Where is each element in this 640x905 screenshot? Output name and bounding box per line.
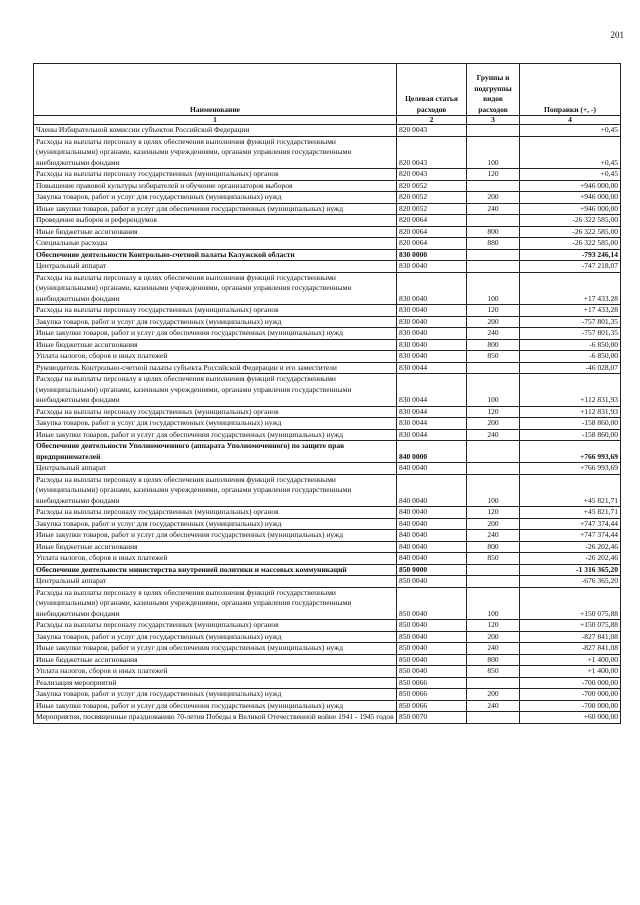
row-expense-group: 240 xyxy=(467,700,520,712)
table-row xyxy=(34,180,621,192)
row-target-article: 830 0000 xyxy=(397,249,467,261)
table-row xyxy=(34,238,621,250)
row-target-article: 840 0040 xyxy=(397,474,467,507)
row-name: Расходы на выплаты персоналу государственных (муниципальных) органов xyxy=(34,507,397,519)
table-row xyxy=(34,530,621,542)
table-row xyxy=(34,215,621,227)
row-target-article: 830 0044 xyxy=(397,362,467,374)
row-target-article: 850 0066 xyxy=(397,689,467,701)
row-expense-group: 100 xyxy=(467,136,520,169)
row-name: Центральный аппарат xyxy=(34,261,397,273)
table-row xyxy=(34,712,621,724)
row-target-article: 820 0064 xyxy=(397,215,467,227)
row-name: Закупка товаров, работ и услуг для государственных (муниципальных) нужд xyxy=(34,689,397,701)
row-target-article: 830 0040 xyxy=(397,351,467,363)
row-target-article: 820 0052 xyxy=(397,180,467,192)
row-expense-group: 120 xyxy=(467,406,520,418)
row-amendment: +766 993,69 xyxy=(520,463,621,475)
row-target-article: 830 0044 xyxy=(397,374,467,407)
table-row xyxy=(34,677,621,689)
table-row xyxy=(34,261,621,273)
row-expense-group: 200 xyxy=(467,631,520,643)
row-expense-group: 120 xyxy=(467,169,520,181)
row-name: Повышение правовой культуры избирателей и обучение организаторов выборов xyxy=(34,180,397,192)
table-row xyxy=(34,666,621,678)
row-amendment: +112 831,93 xyxy=(520,374,621,407)
row-amendment: +17 433,28 xyxy=(520,272,621,305)
row-amendment: -700 000,00 xyxy=(520,689,621,701)
row-name: Расходы на выплаты персоналу государственных (муниципальных) органов xyxy=(34,620,397,632)
row-target-article: 830 0040 xyxy=(397,272,467,305)
row-expense-group xyxy=(467,441,520,463)
page-number: 201 xyxy=(610,30,624,40)
row-name: Обеспечение деятельности министерства внутренней политики и массовых коммуникаций xyxy=(34,564,397,576)
row-amendment: -827 841,08 xyxy=(520,643,621,655)
row-target-article: 850 0066 xyxy=(397,700,467,712)
row-amendment: +766 993,69 xyxy=(520,441,621,463)
row-expense-group: 850 xyxy=(467,553,520,565)
column-number-row xyxy=(34,116,621,125)
row-name: Уплата налогов, сборов и иных платежей xyxy=(34,553,397,565)
table-row xyxy=(34,374,621,407)
row-target-article: 830 0044 xyxy=(397,406,467,418)
row-name: Центральный аппарат xyxy=(34,576,397,588)
table-row xyxy=(34,518,621,530)
row-amendment: -26 202,46 xyxy=(520,553,621,565)
row-name: Расходы на выплаты персоналу государственных (муниципальных) органов xyxy=(34,406,397,418)
row-target-article: 840 0040 xyxy=(397,541,467,553)
row-target-article: 830 0044 xyxy=(397,429,467,441)
row-target-article: 830 0040 xyxy=(397,261,467,273)
table-row xyxy=(34,474,621,507)
row-target-article: 820 0064 xyxy=(397,226,467,238)
column-number: 4 xyxy=(520,116,621,125)
table-row xyxy=(34,418,621,430)
row-expense-group xyxy=(467,576,520,588)
row-amendment: +0,45 xyxy=(520,125,621,137)
row-name: Мероприятия, посвященные празднованию 70-летия Победы в Великой Отечественной войне 1941 - 1945 годов xyxy=(34,712,397,724)
row-amendment: +17 433,28 xyxy=(520,305,621,317)
row-amendment: -793 246,14 xyxy=(520,249,621,261)
header-row xyxy=(34,64,621,116)
row-expense-group xyxy=(467,677,520,689)
row-name: Расходы на выплаты персоналу в целях обеспечения выполнения функций государственными (муниципальными) органами, казенными учреждениями, органами управления государственными внебюджетными фондами xyxy=(34,587,397,620)
row-expense-group xyxy=(467,125,520,137)
row-target-article: 840 0040 xyxy=(397,463,467,475)
row-name: Центральный аппарат xyxy=(34,463,397,475)
row-name: Иные бюджетные ассигнования xyxy=(34,541,397,553)
row-target-article: 820 0043 xyxy=(397,169,467,181)
row-name: Иные закупки товаров, работ и услуг для обеспечения государственных (муниципальных) нужд xyxy=(34,203,397,215)
row-target-article: 850 0040 xyxy=(397,620,467,632)
row-amendment: -46 028,07 xyxy=(520,362,621,374)
table-row xyxy=(34,226,621,238)
table-row xyxy=(34,631,621,643)
row-target-article: 820 0064 xyxy=(397,238,467,250)
header-name: Наименование xyxy=(34,64,397,116)
row-amendment: +45 821,71 xyxy=(520,507,621,519)
table-row xyxy=(34,689,621,701)
row-amendment: +1 400,00 xyxy=(520,666,621,678)
row-amendment: -757 801,35 xyxy=(520,328,621,340)
table-row xyxy=(34,169,621,181)
row-amendment: +747 374,44 xyxy=(520,518,621,530)
row-expense-group xyxy=(467,362,520,374)
row-expense-group: 800 xyxy=(467,226,520,238)
row-target-article: 850 0040 xyxy=(397,666,467,678)
row-expense-group xyxy=(467,463,520,475)
row-amendment: +747 374,44 xyxy=(520,530,621,542)
row-amendment: +150 075,88 xyxy=(520,620,621,632)
table-row xyxy=(34,643,621,655)
row-target-article: 850 0040 xyxy=(397,587,467,620)
row-target-article: 830 0040 xyxy=(397,316,467,328)
table-row xyxy=(34,136,621,169)
row-name: Закупка товаров, работ и услуг для государственных (муниципальных) нужд xyxy=(34,192,397,204)
row-expense-group: 240 xyxy=(467,203,520,215)
table-row xyxy=(34,125,621,137)
row-amendment: -6 850,00 xyxy=(520,339,621,351)
row-amendment: -700 000,00 xyxy=(520,700,621,712)
row-target-article: 830 0040 xyxy=(397,339,467,351)
row-amendment: +1 400,00 xyxy=(520,654,621,666)
row-expense-group: 100 xyxy=(467,587,520,620)
row-target-article: 820 0043 xyxy=(397,136,467,169)
row-expense-group xyxy=(467,261,520,273)
table-row xyxy=(34,541,621,553)
row-target-article: 830 0040 xyxy=(397,305,467,317)
row-target-article: 820 0043 xyxy=(397,125,467,137)
table-row xyxy=(34,305,621,317)
row-name: Иные бюджетные ассигнования xyxy=(34,226,397,238)
table-row xyxy=(34,406,621,418)
row-expense-group xyxy=(467,564,520,576)
row-expense-group: 240 xyxy=(467,530,520,542)
row-expense-group: 850 xyxy=(467,351,520,363)
row-expense-group: 880 xyxy=(467,238,520,250)
row-expense-group: 100 xyxy=(467,474,520,507)
header-expense-groups: Группы и подгруппы видов расходов xyxy=(467,64,520,116)
row-name: Обеспечение деятельности Уполномоченного (аппарата Уполномоченного) по защите прав предпринимателей xyxy=(34,441,397,463)
row-expense-group: 120 xyxy=(467,620,520,632)
table-row xyxy=(34,654,621,666)
table-row xyxy=(34,620,621,632)
row-amendment: -747 218,07 xyxy=(520,261,621,273)
row-expense-group: 200 xyxy=(467,418,520,430)
row-name: Уплата налогов, сборов и иных платежей xyxy=(34,666,397,678)
row-expense-group xyxy=(467,712,520,724)
row-amendment: +946 000,00 xyxy=(520,192,621,204)
row-expense-group: 100 xyxy=(467,374,520,407)
row-target-article: 840 0040 xyxy=(397,530,467,542)
table-row xyxy=(34,272,621,305)
row-amendment: +112 831,93 xyxy=(520,406,621,418)
row-name: Расходы на выплаты персоналу государственных (муниципальных) органов xyxy=(34,169,397,181)
row-name: Иные закупки товаров, работ и услуг для обеспечения государственных (муниципальных) нужд xyxy=(34,429,397,441)
row-target-article: 850 0040 xyxy=(397,654,467,666)
row-target-article: 850 0040 xyxy=(397,643,467,655)
row-expense-group: 100 xyxy=(467,272,520,305)
table-row xyxy=(34,192,621,204)
row-amendment: +0,45 xyxy=(520,136,621,169)
table-row xyxy=(34,203,621,215)
row-expense-group: 240 xyxy=(467,328,520,340)
row-name: Реализация мероприятий xyxy=(34,677,397,689)
row-amendment: -827 841,08 xyxy=(520,631,621,643)
row-amendment: +150 075,88 xyxy=(520,587,621,620)
table-row xyxy=(34,553,621,565)
table-row xyxy=(34,351,621,363)
row-name: Члены Избирательной комиссии субъектов Российской Федерации xyxy=(34,125,397,137)
row-expense-group: 200 xyxy=(467,689,520,701)
row-target-article: 820 0052 xyxy=(397,192,467,204)
row-name: Иные бюджетные ассигнования xyxy=(34,339,397,351)
table-row xyxy=(34,339,621,351)
row-name: Руководитель Контрольно-счетной палаты субъекта Российской Федерации и его заместители xyxy=(34,362,397,374)
row-amendment: -757 801,35 xyxy=(520,316,621,328)
row-amendment: +0,45 xyxy=(520,169,621,181)
row-target-article: 840 0040 xyxy=(397,553,467,565)
table-row xyxy=(34,587,621,620)
row-name: Проведение выборов и референдумов xyxy=(34,215,397,227)
row-expense-group: 240 xyxy=(467,429,520,441)
table-row xyxy=(34,328,621,340)
row-expense-group: 200 xyxy=(467,518,520,530)
row-target-article: 850 0000 xyxy=(397,564,467,576)
row-amendment: +45 821,71 xyxy=(520,474,621,507)
table-row xyxy=(34,507,621,519)
table-row xyxy=(34,576,621,588)
row-expense-group: 120 xyxy=(467,305,520,317)
column-number: 1 xyxy=(34,116,397,125)
row-name: Иные закупки товаров, работ и услуг для обеспечения государственных (муниципальных) нужд xyxy=(34,643,397,655)
row-target-article: 830 0044 xyxy=(397,418,467,430)
row-target-article: 850 0066 xyxy=(397,677,467,689)
row-target-article: 830 0040 xyxy=(397,328,467,340)
row-amendment: -700 000,00 xyxy=(520,677,621,689)
row-name: Иные закупки товаров, работ и услуг для обеспечения государственных (муниципальных) нужд xyxy=(34,700,397,712)
row-name: Расходы на выплаты персоналу в целях обеспечения выполнения функций государственными (муниципальными) органами, казенными учреждениями, органами управления государственными внебюджетными фондами xyxy=(34,474,397,507)
row-name: Закупка товаров, работ и услуг для государственных (муниципальных) нужд xyxy=(34,316,397,328)
column-number: 2 xyxy=(397,116,467,125)
row-amendment: -26 202,46 xyxy=(520,541,621,553)
row-name: Иные закупки товаров, работ и услуг для обеспечения государственных (муниципальных) нужд xyxy=(34,328,397,340)
row-expense-group: 240 xyxy=(467,643,520,655)
table-row xyxy=(34,249,621,261)
row-name: Закупка товаров, работ и услуг для государственных (муниципальных) нужд xyxy=(34,518,397,530)
table-row xyxy=(34,463,621,475)
column-number: 3 xyxy=(467,116,520,125)
table-row xyxy=(34,429,621,441)
budget-amendments-table xyxy=(33,63,621,724)
row-expense-group: 800 xyxy=(467,339,520,351)
row-amendment: -26 322 585,00 xyxy=(520,226,621,238)
table-row xyxy=(34,362,621,374)
row-amendment: -26 322 585,00 xyxy=(520,215,621,227)
row-amendment: -158 860,00 xyxy=(520,429,621,441)
row-amendment: +946 000,00 xyxy=(520,203,621,215)
row-expense-group: 800 xyxy=(467,654,520,666)
row-amendment: -6 850,00 xyxy=(520,351,621,363)
row-amendment: -158 860,00 xyxy=(520,418,621,430)
row-expense-group: 200 xyxy=(467,316,520,328)
row-amendment: -1 316 365,20 xyxy=(520,564,621,576)
row-amendment: -26 322 585,00 xyxy=(520,238,621,250)
row-target-article: 840 0000 xyxy=(397,441,467,463)
row-target-article: 840 0040 xyxy=(397,507,467,519)
row-expense-group xyxy=(467,249,520,261)
row-target-article: 820 0052 xyxy=(397,203,467,215)
row-name: Расходы на выплаты персоналу в целях обеспечения выполнения функций государственными (муниципальными) органами, казенными учреждениями, органами управления государственными внебюджетными фондами xyxy=(34,136,397,169)
row-expense-group xyxy=(467,215,520,227)
row-expense-group: 200 xyxy=(467,192,520,204)
row-expense-group xyxy=(467,180,520,192)
table-row xyxy=(34,700,621,712)
row-expense-group: 120 xyxy=(467,507,520,519)
table-row xyxy=(34,441,621,463)
row-name: Уплата налогов, сборов и иных платежей xyxy=(34,351,397,363)
row-target-article: 840 0040 xyxy=(397,518,467,530)
row-target-article: 850 0040 xyxy=(397,576,467,588)
row-expense-group: 850 xyxy=(467,666,520,678)
row-name: Закупка товаров, работ и услуг для государственных (муниципальных) нужд xyxy=(34,631,397,643)
row-name: Иные закупки товаров, работ и услуг для обеспечения государственных (муниципальных) нужд xyxy=(34,530,397,542)
header-amendments: Поправки (+, -) xyxy=(520,64,621,116)
row-name: Расходы на выплаты персоналу в целях обеспечения выполнения функций государственными (муниципальными) органами, казенными учреждениями, органами управления государственными внебюджетными фондами xyxy=(34,374,397,407)
row-name: Расходы на выплаты персоналу государственных (муниципальных) органов xyxy=(34,305,397,317)
table-row xyxy=(34,564,621,576)
row-target-article: 850 0070 xyxy=(397,712,467,724)
row-amendment: -676 365,20 xyxy=(520,576,621,588)
row-amendment: +60 000,00 xyxy=(520,712,621,724)
row-name: Обеспечение деятельности Контрольно-счетной палаты Калужской области xyxy=(34,249,397,261)
row-expense-group: 800 xyxy=(467,541,520,553)
row-name: Закупка товаров, работ и услуг для государственных (муниципальных) нужд xyxy=(34,418,397,430)
row-name: Иные бюджетные ассигнования xyxy=(34,654,397,666)
row-name: Специальные расходы xyxy=(34,238,397,250)
table-row xyxy=(34,316,621,328)
row-target-article: 850 0040 xyxy=(397,631,467,643)
header-target-article: Целевая статья расходов xyxy=(397,64,467,116)
row-amendment: +946 000,00 xyxy=(520,180,621,192)
row-name: Расходы на выплаты персоналу в целях обеспечения выполнения функций государственными (муниципальными) органами, казенными учреждениями, органами управления государственными внебюджетными фондами xyxy=(34,272,397,305)
